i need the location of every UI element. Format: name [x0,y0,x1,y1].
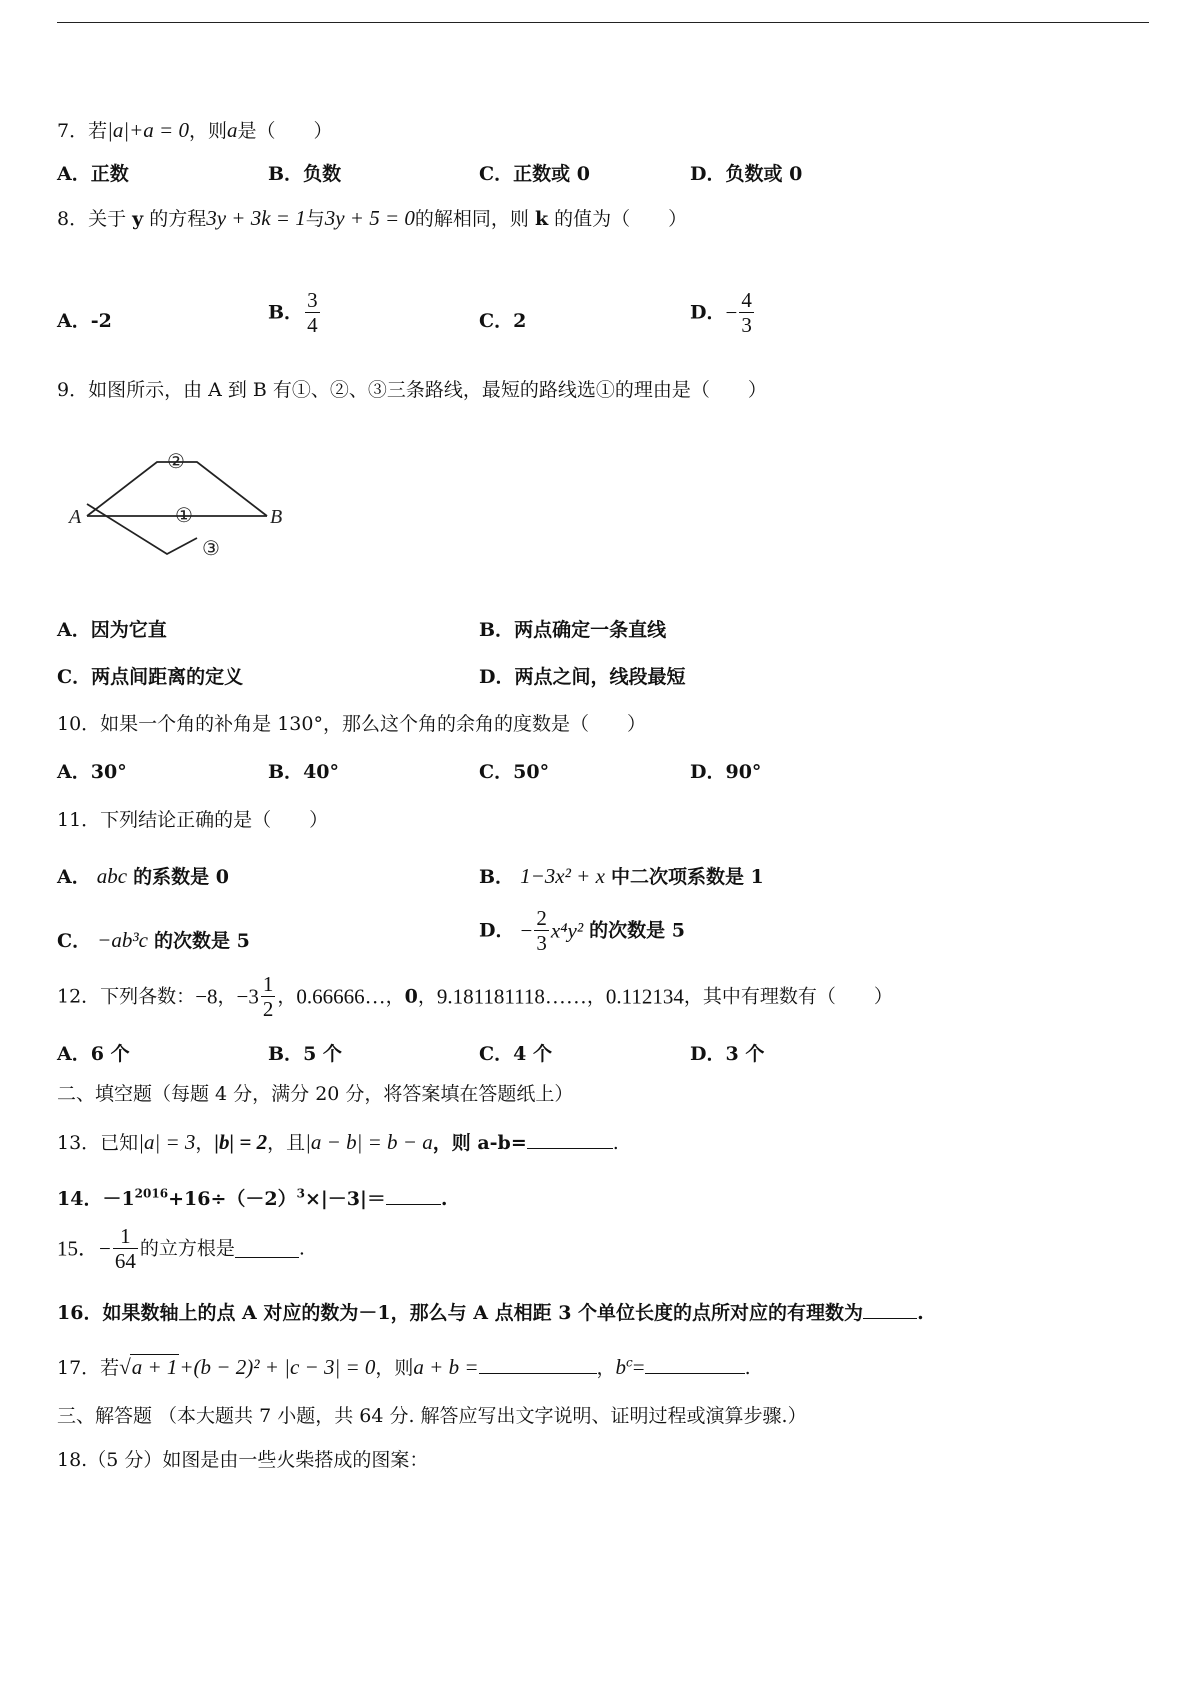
answer-blank-15[interactable] [235,1239,299,1258]
answer-blank-17b[interactable] [645,1355,745,1374]
q8-option-c: C．2 [479,310,527,332]
question-17: 17．若√a + 1+(b − 2)² + |c − 3| = 0，则a + b = ，$b^c=$ . [57,1355,751,1379]
q8-equation-2: 3y + 5 = 0 [324,206,415,230]
q11-option-a: A． abc 的系数是 0 [57,864,230,888]
header-rule [57,22,1149,23]
question-10-stem: 10．如果一个角的补角是 130°，那么这个角的余角的度数是（ ） [57,713,646,735]
answer-blank-13[interactable] [527,1130,613,1149]
point-a-label: A [69,506,82,528]
fraction-3-4: $\frac{3}{4}$ [307,288,318,337]
q11-option-c: C． −ab³c 的次数是 5 [57,928,250,952]
q11-option-b: B． 1−3x² + x 中二次项系数是 1 [479,864,764,888]
q7-option-d: D．负数或 0 [690,163,803,185]
answer-blank-14[interactable] [386,1186,441,1205]
section-3-heading: 三、解答题 （本大题共 7 小题，共 64 分. 解答应写出文字说明、证明过程或演算步骤.） [57,1405,807,1427]
question-9-stem: 9．如图所示，由 A 到 B 有①、②、③三条路线，最短的路线选①的理由是（ ） [57,379,767,401]
q10-option-d: D．90° [690,761,762,783]
answer-blank-16[interactable] [863,1300,917,1319]
question-16: 16．如果数轴上的点 A 对应的数为－1，那么与 A 点相距 3 个单位长度的点所对应的有理数为 . [57,1302,924,1324]
route-2-label: ② [167,451,185,473]
answer-blank-17a[interactable] [479,1355,597,1374]
q8-option-b: B． $\frac{3}{4}$ [268,288,318,337]
question-14: 14．$-1^{2016}+16\div(-2)^3\times|-3|=$ . [57,1186,448,1210]
fraction-2-3: $\frac{2}{3}$ [536,906,547,955]
q8-option-a: A．-2 [57,310,112,332]
route-3-label: ③ [202,538,220,560]
q7-equation: |a|+a = 0 [107,118,189,142]
route-diagram [57,400,297,560]
fraction-1-64: $\frac{1}{64}$ [114,1224,136,1273]
q7-option-b: B．负数 [268,163,342,185]
question-12-stem: 12．下列各数：−8，−3 $\frac{1}{2}$ ，0.66666…，0，9.181181118……，0.112134，其中有理数有（ ） [57,972,893,1021]
q12-option-a: A．6 个 [57,1043,130,1065]
question-13: 13．已知|a| = 3，|b| = 2，且|a − b| = b − a，则 a-b= . [57,1130,619,1154]
q12-option-d: D．3 个 [690,1043,765,1065]
sqrt-radicand: a + 1 [131,1355,178,1379]
question-8-stem: 8．关于 y 的方程3y + 3k = 1与3y + 5 = 0的解相同，则 k 的值为（ ） [57,206,688,230]
fraction-4-3: $\frac{4}{3}$ [741,288,752,337]
q9-option-c: C．两点间距离的定义 [57,666,244,688]
q7-option-a: A．正数 [57,163,129,185]
q10-option-b: B．40° [268,761,340,783]
point-b-label: B [270,506,283,528]
q12-option-c: C．4 个 [479,1043,552,1065]
q9-option-d: D．两点之间，线段最短 [479,666,686,688]
q8-option-d: D．− $\frac{4}{3}$ [690,288,752,337]
q10-option-c: C．50° [479,761,550,783]
q9-option-a: A．因为它直 [57,619,167,641]
q10-option-a: A．30° [57,761,127,783]
question-15: 15．− $\frac{1}{64}$ 的立方根是 . [57,1224,305,1273]
q7-option-c: C．正数或 0 [479,163,590,185]
q8-equation-1: 3y + 3k = 1 [206,206,306,230]
route-1-label: ① [175,505,193,527]
question-18: 18.（5 分）如图是由一些火柴搭成的图案： [57,1449,429,1471]
fraction-1-2: $\frac{1}{2}$ [262,972,274,1021]
question-7-stem: 7．若|a|+a = 0，则a是（ ） [57,118,333,142]
q11-option-d: D． − $\frac{2}{3}$ x⁴y² 的次数是 5 [479,906,686,955]
question-11-stem: 11．下列结论正确的是（ ） [57,809,329,831]
section-2-heading: 二、填空题（每题 4 分，满分 20 分，将答案填在答题纸上） [57,1083,574,1105]
q12-option-b: B．5 个 [268,1043,342,1065]
q9-option-b: B．两点确定一条直线 [479,619,667,641]
